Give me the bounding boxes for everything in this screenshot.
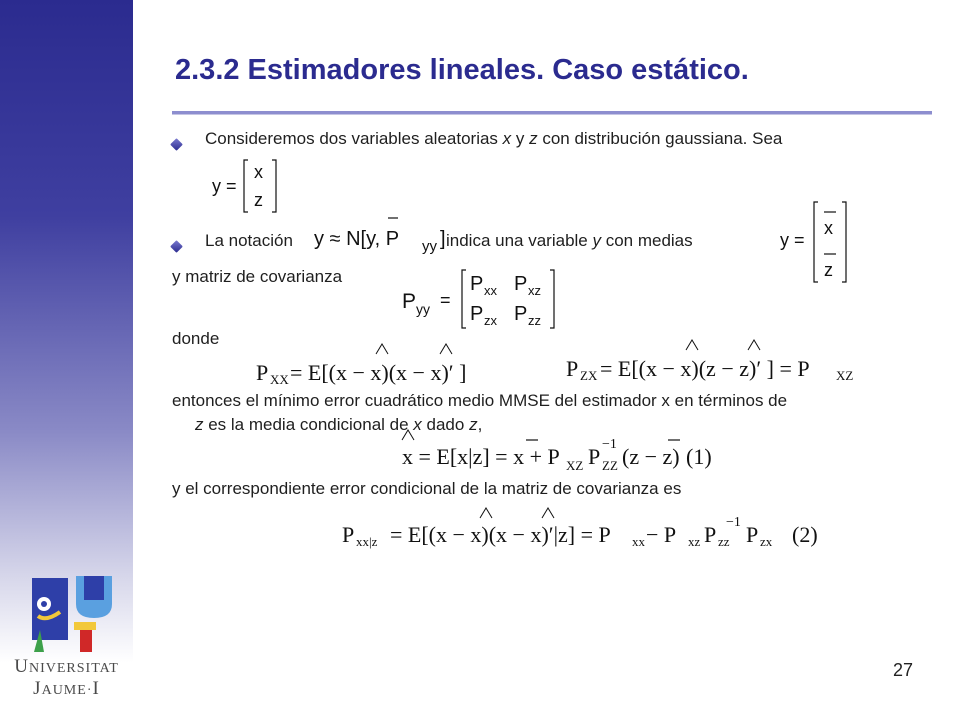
svg-text:]: ] bbox=[440, 228, 446, 250]
bullet-2-text: indica una variable y con medias bbox=[446, 231, 693, 250]
logo-text-line2: JAUME·I bbox=[33, 678, 100, 699]
svg-text:=: = bbox=[440, 290, 451, 310]
svg-text:= E[(x − x)(z − z)′ ] = P: = E[(x − x)(z − z)′ ] = P bbox=[600, 356, 810, 381]
svg-text:zx: zx bbox=[760, 534, 773, 549]
entonces-line-1: entonces el mínimo error cuadrático medio MMSE del estimador x en términos de bbox=[172, 391, 788, 410]
svg-text:XX: XX bbox=[270, 372, 289, 387]
svg-text:y =: y = bbox=[212, 176, 237, 196]
svg-text:y ≈ N[y, P: y ≈ N[y, P bbox=[314, 228, 400, 250]
svg-text:P: P bbox=[256, 360, 269, 385]
donde-label: donde bbox=[172, 329, 220, 348]
svg-text:P: P bbox=[746, 522, 759, 547]
svg-text:−1: −1 bbox=[726, 515, 741, 530]
bullet-marker-1 bbox=[170, 138, 183, 151]
svg-text:xx|z: xx|z bbox=[356, 534, 378, 549]
svg-text:z: z bbox=[254, 190, 263, 210]
equation-y-definition bbox=[208, 156, 288, 216]
svg-text:zz: zz bbox=[718, 534, 730, 549]
svg-text:(z − z): (z − z) bbox=[622, 444, 680, 469]
entonces-line-2: z es la media condicional de x dado z, bbox=[195, 415, 483, 434]
svg-text:P: P bbox=[566, 356, 579, 381]
svg-text:P: P bbox=[342, 522, 355, 547]
svg-text:xz: xz bbox=[688, 534, 701, 549]
svg-text:x: x bbox=[254, 162, 263, 182]
svg-text:XZ: XZ bbox=[566, 458, 584, 473]
svg-text:zz: zz bbox=[528, 313, 541, 328]
svg-text:x = E[x|z] = x + P: x = E[x|z] = x + P bbox=[402, 444, 560, 469]
svg-text:P: P bbox=[470, 303, 484, 325]
title-underline bbox=[172, 111, 932, 115]
svg-text:yy: yy bbox=[416, 301, 430, 317]
equation-pzx bbox=[564, 336, 864, 386]
page-number: 27 bbox=[893, 660, 914, 680]
svg-text:P: P bbox=[470, 273, 484, 295]
svg-text:xx: xx bbox=[632, 534, 645, 549]
svg-text:P: P bbox=[514, 273, 528, 295]
svg-text:− P: − P bbox=[646, 522, 677, 547]
svg-text:z: z bbox=[824, 260, 833, 280]
bullet-marker-2 bbox=[170, 240, 183, 253]
svg-text:xx: xx bbox=[484, 283, 497, 298]
last-line-text: y el correspondiente error condicional de la matriz de covarianza es bbox=[172, 479, 682, 498]
svg-text:zx: zx bbox=[484, 313, 497, 328]
logo-text-line1: UNIVERSITAT bbox=[14, 656, 119, 677]
svg-text:−1: −1 bbox=[602, 437, 617, 452]
svg-text:P: P bbox=[514, 303, 528, 325]
svg-text:y =: y = bbox=[780, 230, 805, 250]
svg-text:P: P bbox=[588, 444, 601, 469]
svg-text:P: P bbox=[704, 522, 717, 547]
equation-2-conditional-covariance bbox=[340, 500, 840, 556]
slide-title: 2.3.2 Estimadores lineales. Caso estático. bbox=[175, 54, 749, 86]
svg-text:x: x bbox=[824, 218, 833, 238]
equation-1-conditional-mean bbox=[400, 428, 720, 476]
svg-text:(1): (1) bbox=[686, 444, 712, 469]
svg-text:P: P bbox=[402, 290, 417, 313]
equation-y-mean bbox=[778, 198, 858, 288]
svg-text:= E[(x − x)(x − x)′|z] = P: = E[(x − x)(x − x)′|z] = P bbox=[390, 522, 611, 547]
svg-text:= E[(x − x)(x − x)′ ]: = E[(x − x)(x − x)′ ] bbox=[290, 360, 467, 385]
equation-pyy-matrix bbox=[400, 268, 560, 332]
svg-text:XZ: XZ bbox=[836, 368, 854, 383]
equation-pxx bbox=[254, 340, 494, 390]
bullet-1-text: Consideremos dos variables aleatorias x y z con distribución gaussiana. Sea bbox=[205, 129, 783, 148]
svg-text:xz: xz bbox=[528, 283, 541, 298]
svg-text:yy: yy bbox=[422, 238, 437, 255]
bullet-2-label: La notación bbox=[205, 231, 293, 250]
svg-text:(2): (2) bbox=[792, 522, 818, 547]
svg-text:ZZ: ZZ bbox=[602, 458, 618, 473]
svg-text:ZX: ZX bbox=[580, 368, 598, 383]
equation-notation bbox=[312, 212, 452, 256]
covariance-label: y matriz de covarianza bbox=[172, 267, 343, 286]
